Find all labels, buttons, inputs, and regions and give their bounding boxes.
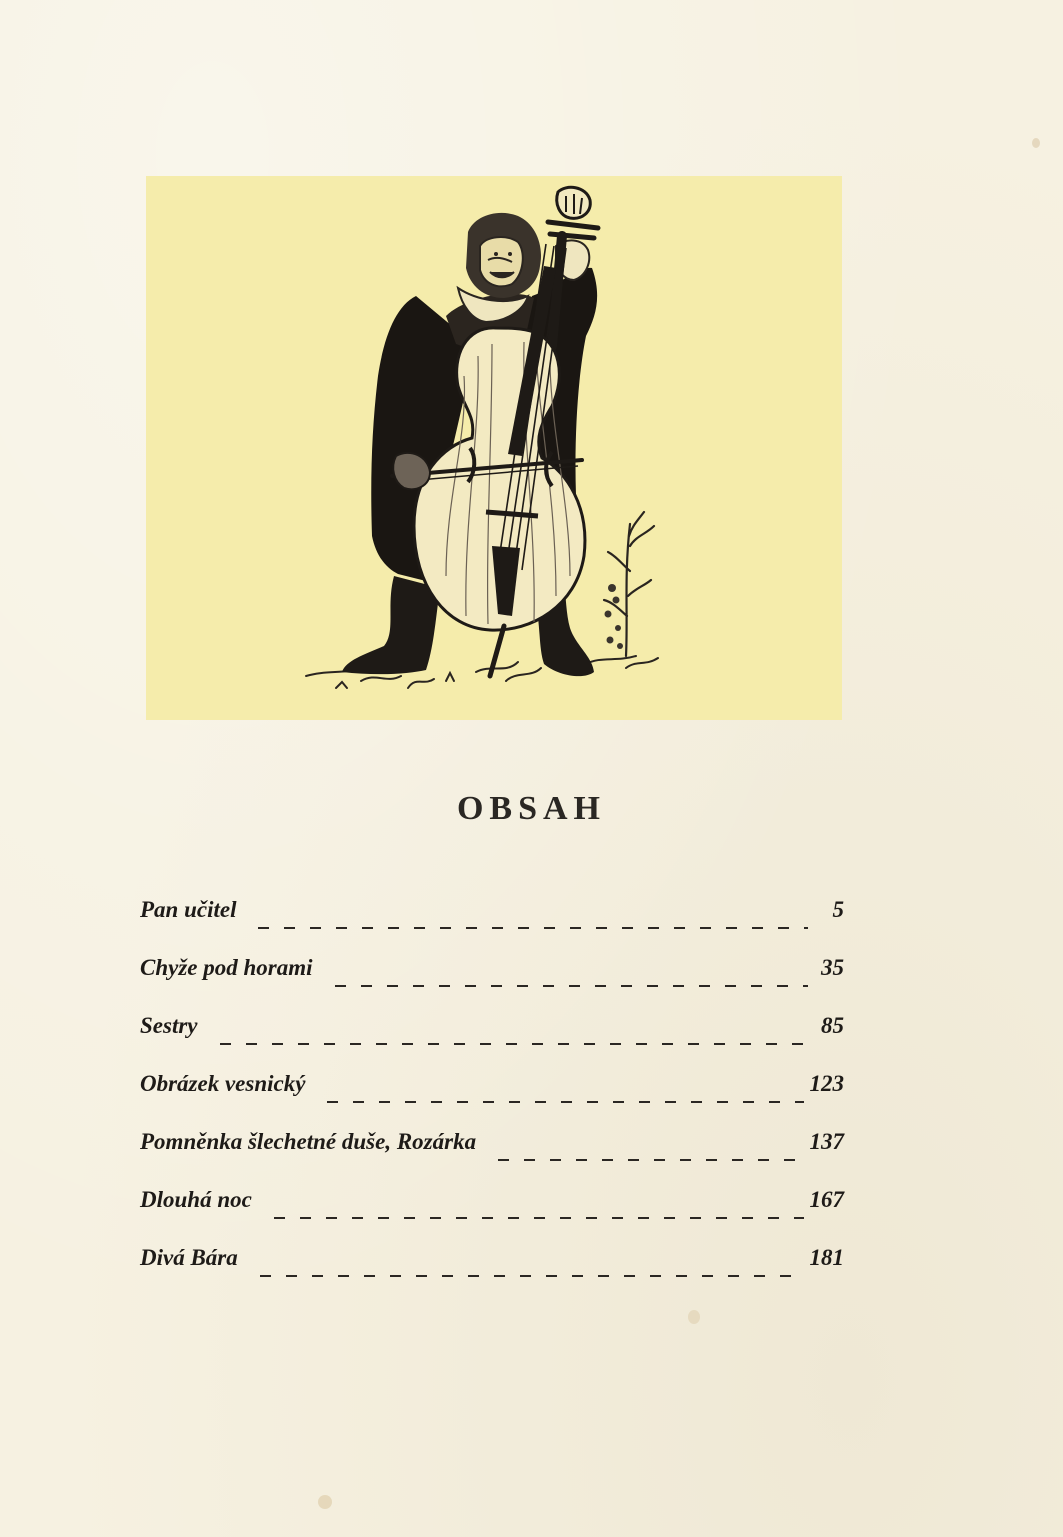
toc-entry-page: 123 [809, 1071, 844, 1096]
toc-entry-title: Divá Bára [140, 1245, 238, 1270]
toc-entry-page: 85 [821, 1013, 844, 1038]
toc-entry-page: 35 [821, 955, 844, 980]
toc-entry-page: 137 [809, 1129, 844, 1154]
toc-entry-title: Obrázek vesnický [140, 1071, 306, 1096]
illustration [146, 176, 842, 720]
toc-entry[interactable] [140, 1122, 844, 1180]
cellist-illustration [146, 176, 842, 720]
toc-entry-title: Dlouhá noc [140, 1187, 252, 1212]
paper-stain [1032, 138, 1040, 148]
toc-entry-title: Pomněnka šlechetné duše, Rozárka [140, 1129, 477, 1154]
dotted-leader [220, 1043, 809, 1045]
toc-entry[interactable] [140, 890, 844, 948]
toc-entry-page: 5 [832, 897, 844, 922]
dotted-leader [260, 1275, 804, 1277]
dotted-leader [274, 1217, 804, 1219]
page-title: OBSAH [456, 790, 607, 827]
dotted-leader [335, 985, 808, 987]
paper-stain [688, 1310, 700, 1324]
toc-entry[interactable] [140, 1006, 844, 1064]
toc-entry[interactable] [140, 1064, 844, 1122]
dotted-leader [258, 927, 808, 929]
toc-entry[interactable] [140, 948, 844, 1006]
toc-entry-page: 181 [809, 1245, 844, 1270]
paper-stain [318, 1495, 332, 1509]
toc-entry-title: Pan učitel [140, 897, 237, 922]
toc-entry[interactable] [140, 1180, 844, 1238]
table-of-contents [140, 890, 844, 1296]
dotted-leader [498, 1159, 803, 1161]
toc-entry-page: 167 [809, 1187, 844, 1212]
toc-entry-title: Chyže pod horami [140, 955, 313, 980]
toc-entry[interactable] [140, 1238, 844, 1296]
toc-entry-title: Sestry [140, 1013, 198, 1038]
dotted-leader [327, 1101, 803, 1103]
